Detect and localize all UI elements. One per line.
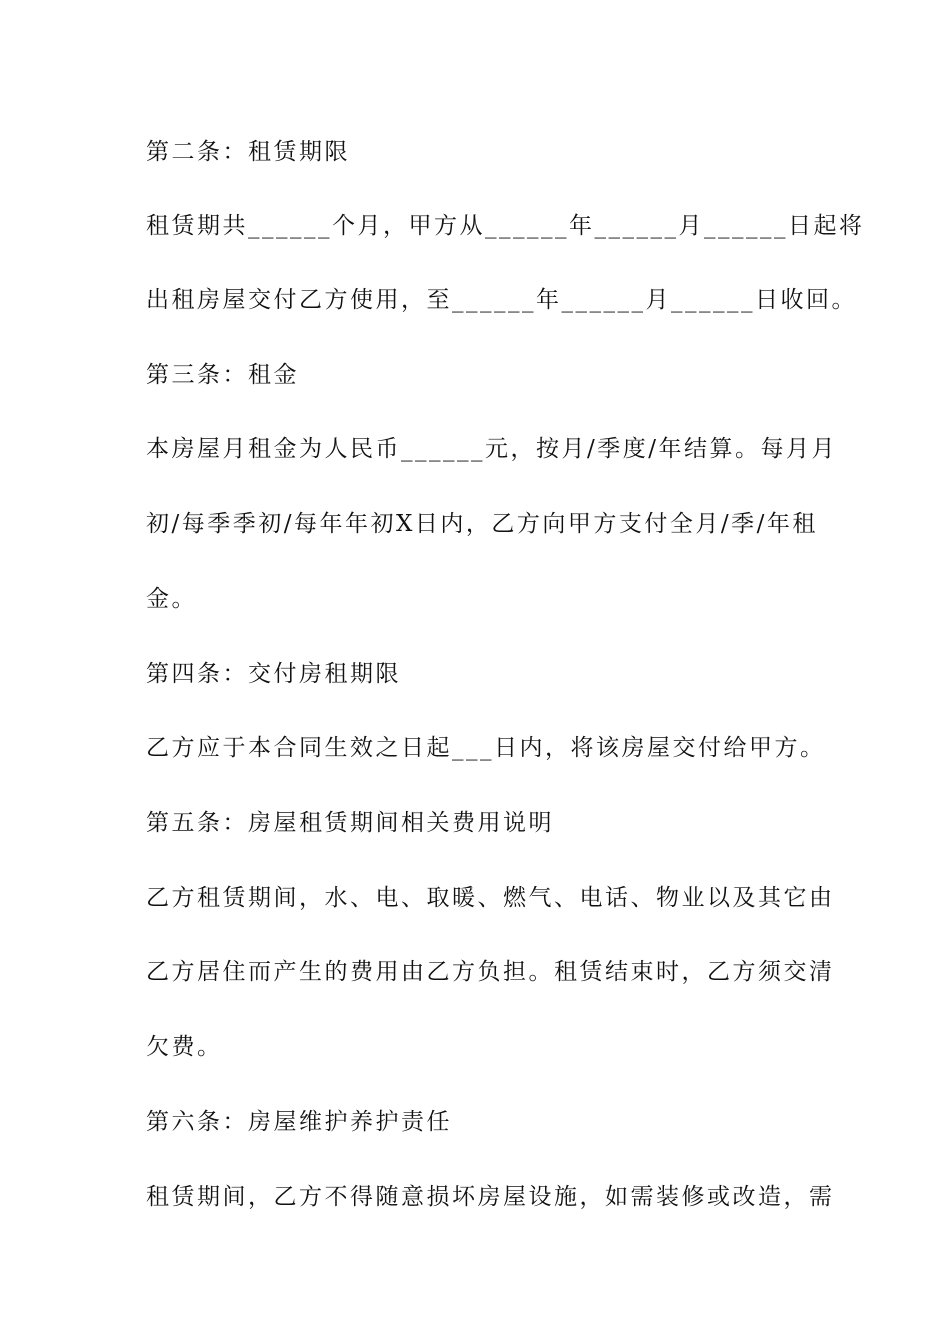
heading-article-2: 第二条：租赁期限 (146, 139, 350, 165)
heading-article-6: 第六条：房屋维护养护责任 (146, 1109, 452, 1135)
heading-article-4: 第四条：交付房租期限 (146, 661, 401, 687)
paragraph-line: 本房屋月租金为人民币______元，按月/季度/年结算。每月月 (146, 436, 837, 462)
paragraph-line: 金。 (146, 586, 197, 612)
paragraph-line: 出租房屋交付乙方使用，至______年______月______日收回。 (146, 287, 857, 313)
paragraph-line: 乙方应于本合同生效之日起___日内，将该房屋交付给甲方。 (146, 735, 826, 761)
heading-article-5: 第五条：房屋租赁期间相关费用说明 (146, 810, 554, 836)
paragraph-line: 欠费。 (146, 1034, 223, 1060)
paragraph-line: 租赁期间，乙方不得随意损坏房屋设施，如需装修或改造，需 (146, 1184, 835, 1210)
paragraph-line: 初/每季季初/每年年初X日内，乙方向甲方支付全月/季/年租 (146, 511, 818, 537)
paragraph-line: 乙方租赁期间，水、电、取暖、燃气、电话、物业以及其它由 (146, 885, 835, 911)
heading-article-3: 第三条：租金 (146, 362, 299, 388)
paragraph-line: 租赁期共______个月，甲方从______年______月______日起将 (146, 213, 865, 239)
paragraph-line: 乙方居住而产生的费用由乙方负担。租赁结束时，乙方须交清 (146, 959, 835, 985)
